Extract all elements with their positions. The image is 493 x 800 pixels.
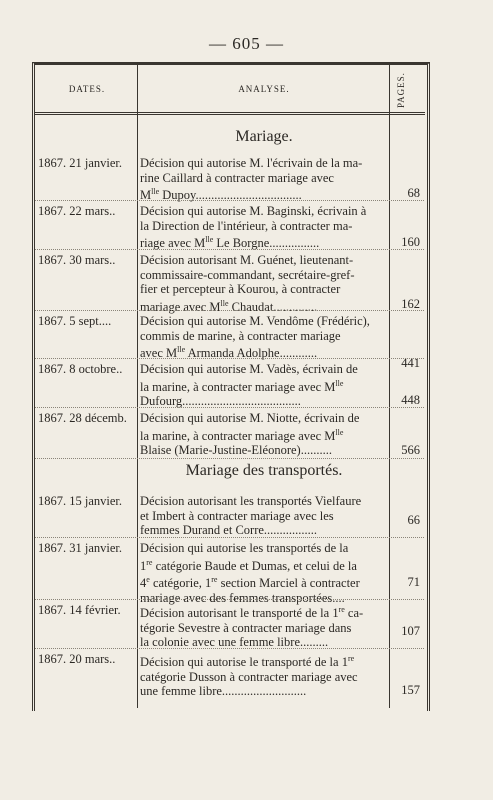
entry-page: 160 (401, 235, 420, 249)
header-rule (34, 112, 425, 115)
entry-date: 1867. 21 janvier. (38, 156, 123, 170)
entry-page: 107 (401, 624, 420, 638)
description-line: riage avec $M^{lle}$ Le Borgne................ (140, 235, 320, 251)
description-line: Décision qui autorise M. Baginski, écrivain à (140, 204, 367, 218)
row-separator (35, 407, 424, 408)
entry-date: 1867. 5 sept.... (38, 314, 112, 328)
entry-page: 157 (401, 683, 420, 697)
description-line: 4e catégorie, 1re section Marciel à contracter (140, 575, 360, 591)
description-line: femmes Durand et Corre................. (140, 523, 318, 537)
entry-description (140, 411, 386, 458)
description-line: mariage avec $M^{lle}$ Chaudat.............. (140, 298, 318, 314)
description-line: 1re catégorie Baude et Dumas, et celui de la (140, 557, 357, 573)
description-line: Décision autorisant le transporté de la 1re ca- (140, 605, 364, 621)
entry-date: 1867. 28 décemb. (38, 411, 127, 425)
description-line: et Imbert à contracter mariage avec les (140, 508, 334, 523)
entry-description (140, 603, 386, 650)
row-separator (35, 648, 424, 649)
entry-date: 1867. 8 octobre.. (38, 362, 123, 376)
entry-page: 66 (407, 513, 420, 527)
row-separator (35, 537, 424, 538)
description-line: la Direction de l'intérieur, à contracter ma- (140, 218, 353, 233)
header-analyse: ANALYSE. (238, 84, 290, 94)
description-line: Dufourg...................................... (140, 394, 301, 409)
entry-description (140, 253, 386, 314)
entry-date: 1867. 31 janvier. (38, 541, 123, 555)
entry-description (140, 494, 386, 538)
entry-page: 71 (407, 575, 420, 589)
entry-date: 1867. 22 mars.. (38, 204, 116, 218)
description-line: avec $M^{lle}$ Armanda Adolphe............ (140, 345, 318, 361)
row-separator (35, 458, 424, 459)
entry-description (140, 362, 386, 409)
column-divider-pages (389, 64, 390, 708)
entry-description (140, 156, 386, 203)
description-line: $M^{lle}$ Dupoy.................................. (140, 187, 302, 203)
entry-page: 441 (401, 356, 420, 370)
header-dates: DATES. (68, 84, 106, 94)
description-line: Décision qui autorise M. Niotte, écrivain de (140, 411, 360, 425)
description-line: commissaire-commandant, secrétaire-gref- (140, 267, 355, 282)
row-separator (35, 358, 424, 359)
description-line: Décision autorisant les transportés Vielfaure (140, 494, 362, 508)
section-title: Mariage. (235, 128, 293, 145)
description-line: Décision qui autorise M. Vadès, écrivain de (140, 362, 358, 376)
entry-date: 1867. 30 mars.. (38, 253, 116, 267)
entry-date: 1867. 15 janvier. (38, 494, 123, 508)
entry-description (140, 204, 386, 251)
entry-description (140, 652, 386, 699)
description-line: catégorie Dusson à contracter mariage avec (140, 669, 358, 684)
entry-date: 1867. 14 février. (38, 603, 121, 617)
description-line: Décision qui autorise les transportés de la (140, 541, 349, 555)
section-title: Mariage des transportés. (185, 462, 343, 479)
entry-date: 1867. 20 mars.. (38, 652, 116, 666)
header-pages: PAGES. (396, 72, 406, 108)
row-separator (35, 200, 424, 201)
description-line: Décision qui autorise M. Vendôme (Frédéric), (140, 314, 370, 328)
entry-description (140, 314, 386, 361)
description-line: Décision qui autorise M. l'écrivain de la ma- (140, 156, 363, 170)
row-separator (35, 310, 424, 311)
description-line: Décision qui autorise le transporté de la 1re (140, 654, 355, 670)
row-separator (35, 599, 424, 600)
description-line: fier et percepteur à Kourou, à contracter (140, 282, 341, 296)
description-line: la marine, à contracter mariage avec $M^{lle}$ (140, 427, 344, 443)
description-line: commis de marine, à contracter mariage (140, 328, 341, 343)
page-number: — 605 — (209, 34, 284, 53)
description-line: mariage avec des femmes transportées.... (140, 590, 345, 605)
entry-page: 68 (407, 186, 420, 200)
description-line: Blaise (Marie-Justine-Eléonore).......... (140, 443, 332, 458)
description-line: rine Caillard à contracter mariage avec (140, 170, 334, 185)
entry-description (140, 541, 386, 605)
description-line: la marine, à contracter mariage avec $M^{lle}$ (140, 378, 344, 394)
entry-page: 162 (401, 297, 420, 311)
entry-page: 566 (401, 443, 420, 457)
description-line: la colonie avec une femme libre......... (140, 635, 329, 650)
description-line: une femme libre........................... (140, 684, 307, 699)
description-line: Décision autorisant M. Guénet, lieutenant- (140, 253, 354, 267)
description-line: tégorie Sevestre à contracter mariage dans (140, 620, 352, 635)
row-separator (35, 249, 424, 250)
entry-page: 448 (401, 393, 420, 407)
